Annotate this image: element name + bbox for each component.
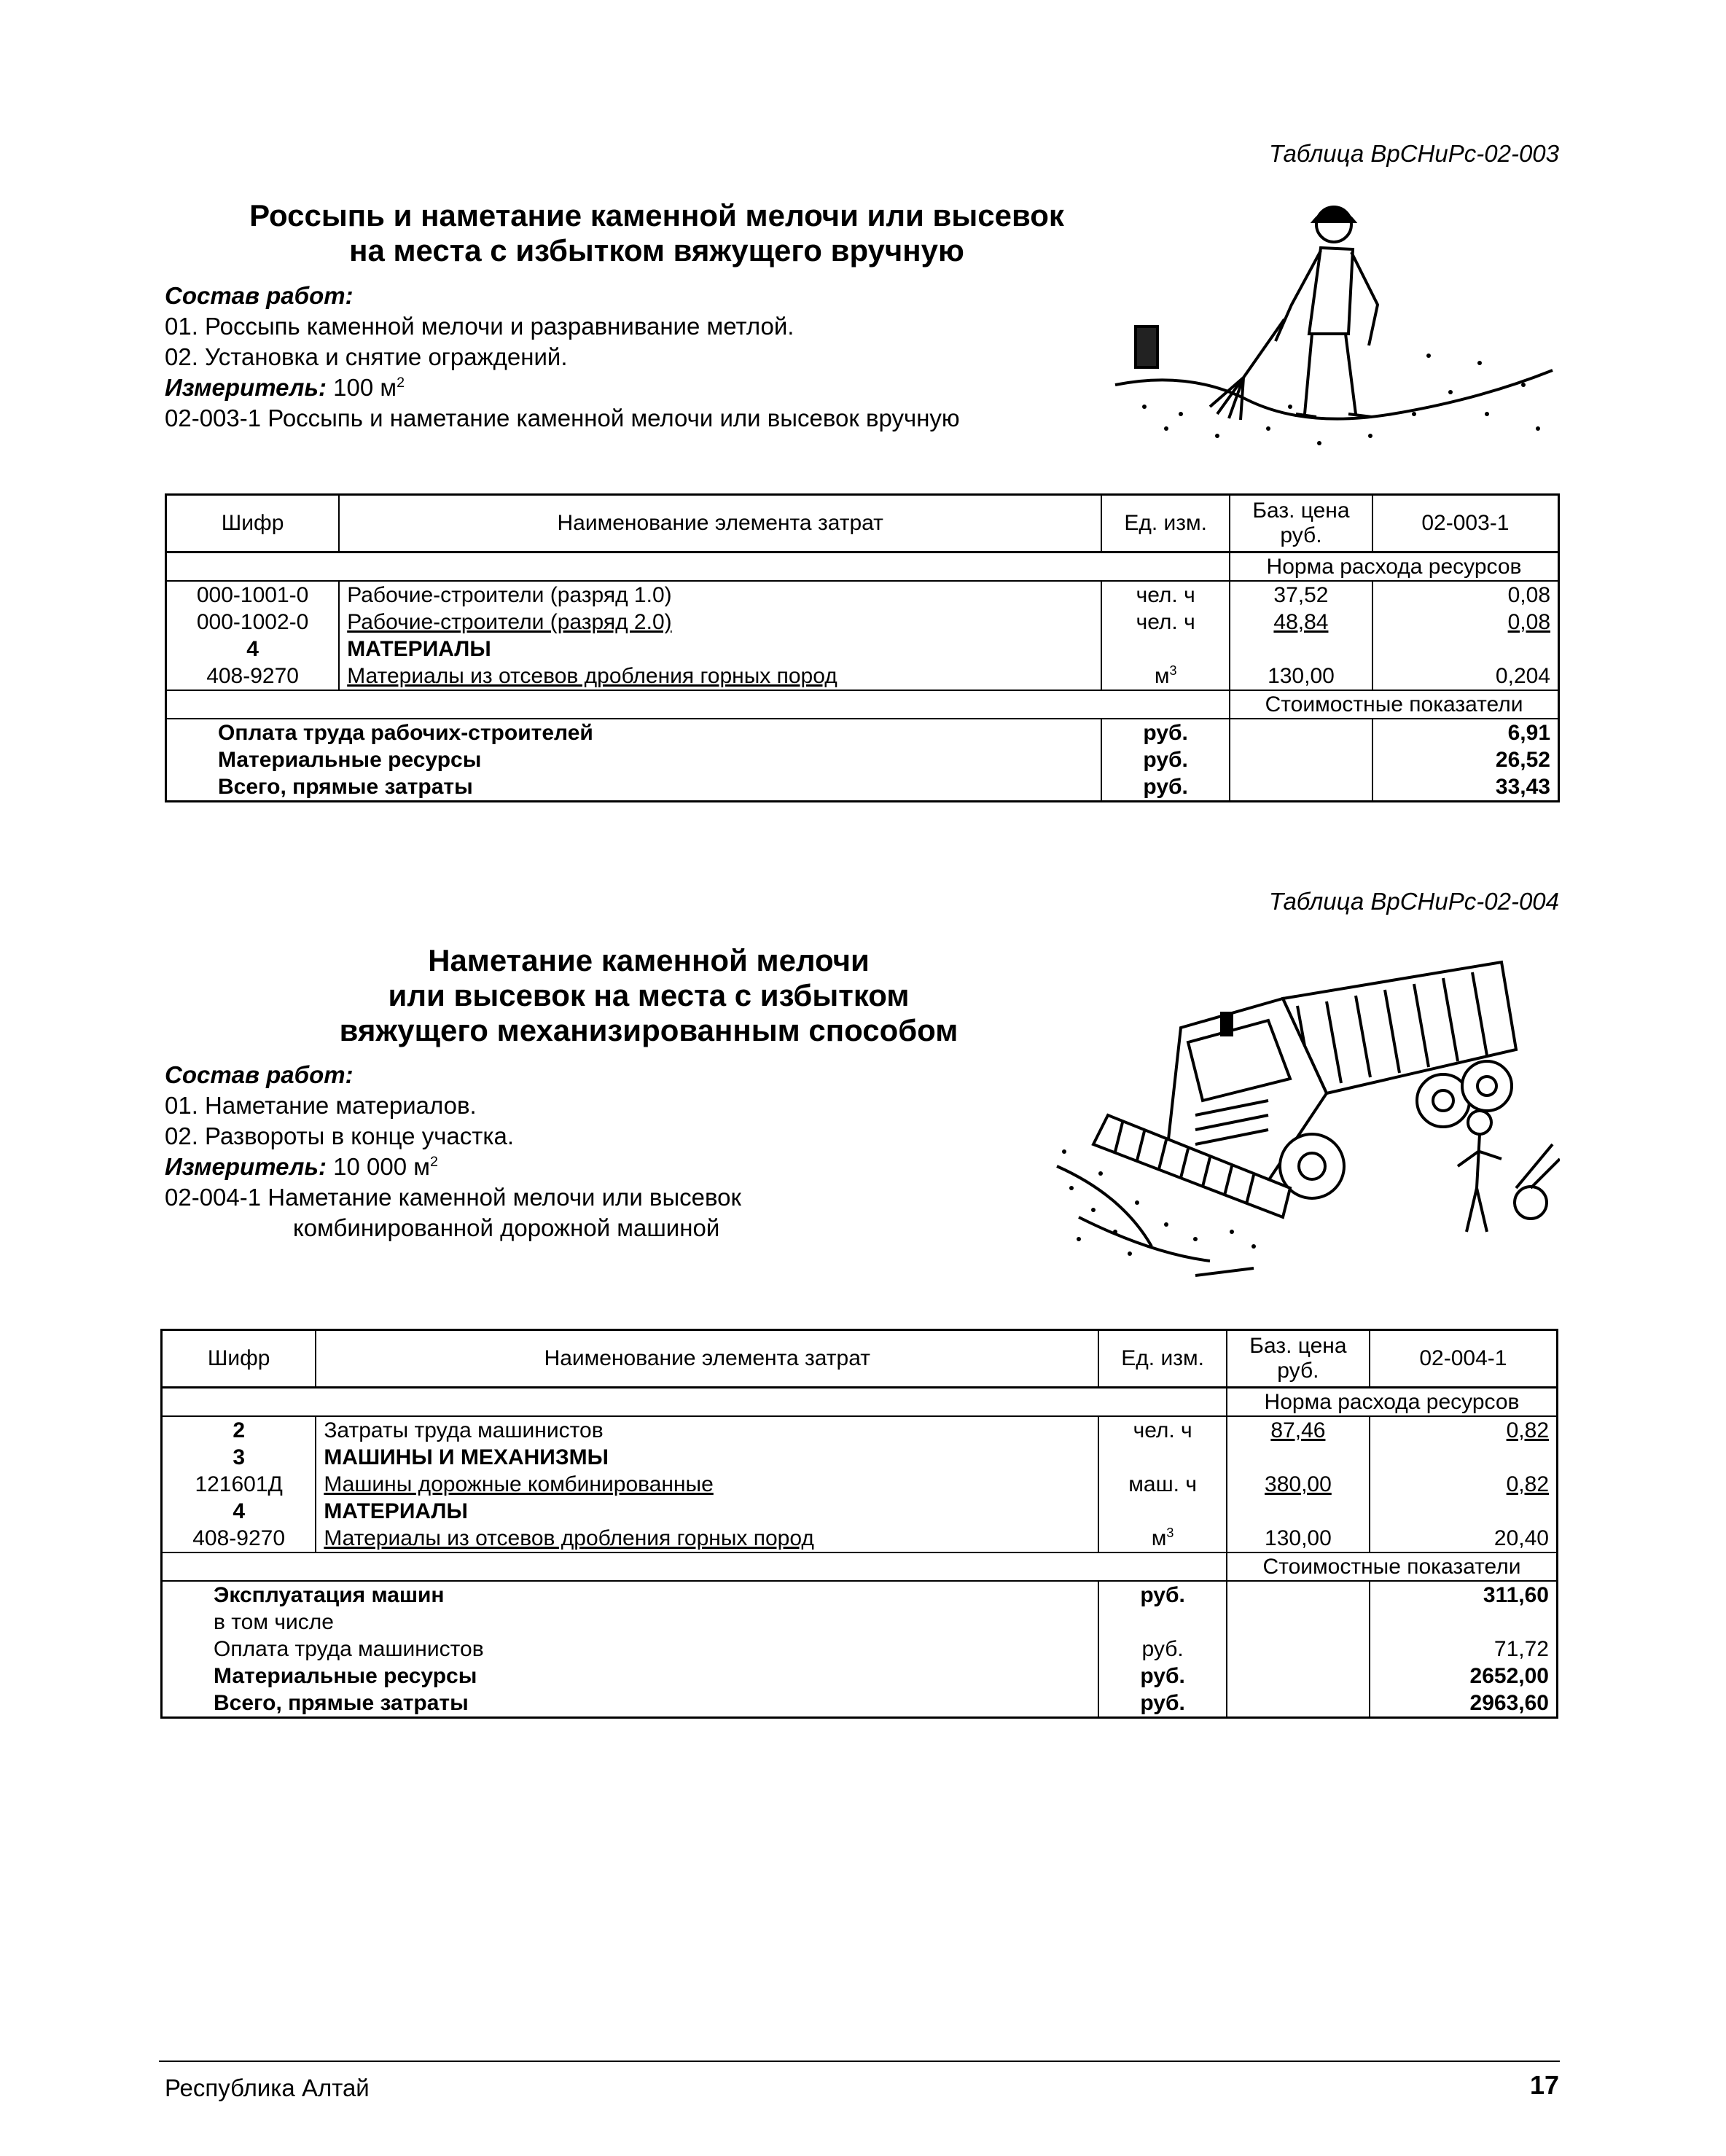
page-number: 17 [1529,2070,1559,2100]
row-code: 121601Д [162,1471,316,1498]
row-price [1227,1444,1370,1471]
row-unit: чел. ч [1101,581,1230,609]
cost-name: Эксплуатация машин [162,1581,1099,1609]
road-machine-illustration [1050,940,1560,1290]
norm-header: Норма расхода ресурсов [1227,1388,1557,1417]
cost-header: Стоимостные показатели [1230,690,1558,719]
cost-price [1230,746,1372,773]
cost-price [1227,1581,1370,1609]
cost-table [165,493,1560,802]
row-price: 87,46 [1227,1416,1370,1444]
cost-name: Оплата труда машинистов [162,1636,1099,1663]
cost-value: 33,43 [1372,773,1559,802]
cost-row [166,773,1559,802]
cost-name: Всего, прямые затраты [166,773,1102,802]
header-code: Шифр [162,1330,316,1388]
header-column: 02-004-1 [1370,1330,1558,1388]
row-code: 000-1001-0 [166,581,340,609]
item-description: 02-003-1 Россыпь и наметание каменной мелочи или высевок вручную [165,405,960,431]
work-item: 01. Россыпь каменной мелочи и разравнивание метлой. [165,313,794,340]
empty-cell [162,1552,1227,1581]
table-row [166,581,1559,609]
cost-value: 71,72 [1370,1636,1558,1663]
table-row [166,636,1559,663]
work-item: 02. Установка и снятие ограждений. [165,343,568,370]
unit-line [165,1152,741,1182]
title-line: Наметание каменной мелочи [428,943,870,977]
cost-unit: руб. [1101,719,1230,746]
row-price: 37,52 [1230,581,1372,609]
cost-name: Всего, прямые затраты [162,1690,1099,1718]
section-title [165,198,1149,268]
row-code: 000-1002-0 [166,609,340,636]
cost-name: Материальные ресурсы [162,1663,1099,1690]
row-name: Рабочие-строители (разряд 2.0) [339,609,1101,636]
row-price: 130,00 [1230,663,1372,690]
unit-sup: 3 [1169,663,1177,678]
table-row [162,1498,1558,1525]
header-unit: Ед. изм. [1101,495,1230,552]
unit-label: Измеритель: [165,1153,327,1180]
cost-header: Стоимостные показатели [1227,1552,1557,1581]
cost-unit [1098,1609,1227,1636]
work-item: 01. Наметание материалов. [165,1092,477,1119]
work-item: 02. Развороты в конце участка. [165,1122,515,1149]
cost-row [166,746,1559,773]
cost-value [1370,1609,1558,1636]
unit-value: 10 000 м [333,1153,430,1180]
footer-region: Республика Алтай [165,2074,370,2101]
table-row [162,1525,1558,1552]
cost-value: 2652,00 [1370,1663,1558,1690]
row-code: 4 [162,1498,316,1525]
unit-value: 100 м [333,374,397,401]
row-value: 0,204 [1372,663,1559,690]
cost-name: в том числе [162,1609,1099,1636]
cost-value: 311,60 [1370,1581,1558,1609]
header-price: Баз. цена руб. [1230,495,1372,552]
empty-cell [162,1388,1227,1417]
unit-line [165,372,960,403]
row-unit [1098,1444,1227,1471]
cost-price [1227,1636,1370,1663]
row-value: 0,08 [1372,609,1559,636]
cost-unit: руб. [1098,1690,1227,1718]
row-code: 408-9270 [166,663,340,690]
title-line: вяжущего механизированным способом [339,1013,958,1047]
cost-price [1230,773,1372,802]
cost-row [166,719,1559,746]
row-code: 2 [162,1416,316,1444]
cost-row [162,1581,1558,1609]
row-value: 20,40 [1370,1525,1558,1552]
row-code: 4 [166,636,340,663]
row-name: МАШИНЫ И МЕХАНИЗМЫ [316,1444,1098,1471]
cost-price [1230,719,1372,746]
header-column: 02-003-1 [1372,495,1559,552]
table-label: Таблица ВрСНиРс-02-003 [1269,140,1559,167]
row-name: Затраты труда машинистов [316,1416,1098,1444]
title-line: Россыпь и наметание каменной мелочи или высевок [249,198,1064,233]
row-value: 0,82 [1370,1416,1558,1444]
row-code: 408-9270 [162,1525,316,1552]
cost-table [160,1329,1558,1719]
row-name: МАТЕРИАЛЫ [316,1498,1098,1525]
row-code: 3 [162,1444,316,1471]
row-value [1372,636,1559,663]
row-unit: маш. ч [1098,1471,1227,1498]
table-row [162,1416,1558,1444]
cost-row [162,1690,1558,1718]
row-value [1370,1444,1558,1471]
row-price: 380,00 [1227,1471,1370,1498]
row-name: Материалы из отсевов дробления горных пород [339,663,1101,690]
unit-sup: 3 [1166,1526,1174,1540]
row-price [1230,636,1372,663]
title-line: на места с избытком вяжущего вручную [349,233,964,267]
empty-cell [166,552,1230,582]
cost-row [162,1636,1558,1663]
table-row [162,1444,1558,1471]
row-price: 48,84 [1230,609,1372,636]
work-label: Состав работ: [165,1061,354,1088]
row-name: Рабочие-строители (разряд 1.0) [339,581,1101,609]
row-value: 0,08 [1372,581,1559,609]
footer-divider [159,2061,1560,2062]
empty-cell [166,690,1230,719]
table-row [166,609,1559,636]
cost-price [1227,1663,1370,1690]
row-unit [1101,663,1230,690]
table-row [162,1471,1558,1498]
row-price [1227,1498,1370,1525]
row-value [1370,1498,1558,1525]
work-composition [165,1060,741,1243]
unit-sup: 2 [429,1154,438,1170]
header-price: Баз. цена руб. [1227,1330,1370,1388]
row-unit [1098,1498,1227,1525]
title-line: или высевок на места с избытком [388,978,910,1012]
work-label: Состав работ: [165,282,354,309]
row-name: Материалы из отсевов дробления горных пород [316,1525,1098,1552]
cost-name: Оплата труда рабочих-строителей [166,719,1102,746]
row-name: Машины дорожные комбинированные [316,1471,1098,1498]
unit-sup: 2 [397,375,405,391]
section-title [219,943,1079,1048]
row-unit [1098,1525,1227,1552]
cost-value: 26,52 [1372,746,1559,773]
item-description: комбинированной дорожной машиной [293,1214,720,1241]
work-composition [165,281,960,434]
header-name: Наименование элемента затрат [339,495,1101,552]
worker-sweeping-illustration [1101,195,1567,458]
cost-unit: руб. [1098,1581,1227,1609]
header-unit: Ед. изм. [1098,1330,1227,1388]
row-unit [1101,636,1230,663]
cost-unit: руб. [1101,773,1230,802]
cost-price [1227,1690,1370,1718]
header-name: Наименование элемента затрат [316,1330,1098,1388]
row-unit: чел. ч [1098,1416,1227,1444]
unit-text: м [1151,1526,1167,1550]
table-row [166,663,1559,690]
cost-unit: руб. [1098,1663,1227,1690]
cost-unit: руб. [1098,1636,1227,1663]
cost-value: 6,91 [1372,719,1559,746]
cost-row [162,1609,1558,1636]
cost-row [162,1663,1558,1690]
row-price: 130,00 [1227,1525,1370,1552]
item-description: 02-004-1 Наметание каменной мелочи или высевок [165,1184,741,1211]
table-label: Таблица ВрСНиРс-02-004 [1269,888,1559,915]
cost-unit: руб. [1101,746,1230,773]
header-code: Шифр [166,495,340,552]
norm-header: Норма расхода ресурсов [1230,552,1558,582]
cost-name: Материальные ресурсы [166,746,1102,773]
row-name: МАТЕРИАЛЫ [339,636,1101,663]
row-value: 0,82 [1370,1471,1558,1498]
row-unit: чел. ч [1101,609,1230,636]
unit-text: м [1154,664,1170,688]
cost-value: 2963,60 [1370,1690,1558,1718]
cost-price [1227,1609,1370,1636]
unit-label: Измеритель: [165,374,327,401]
